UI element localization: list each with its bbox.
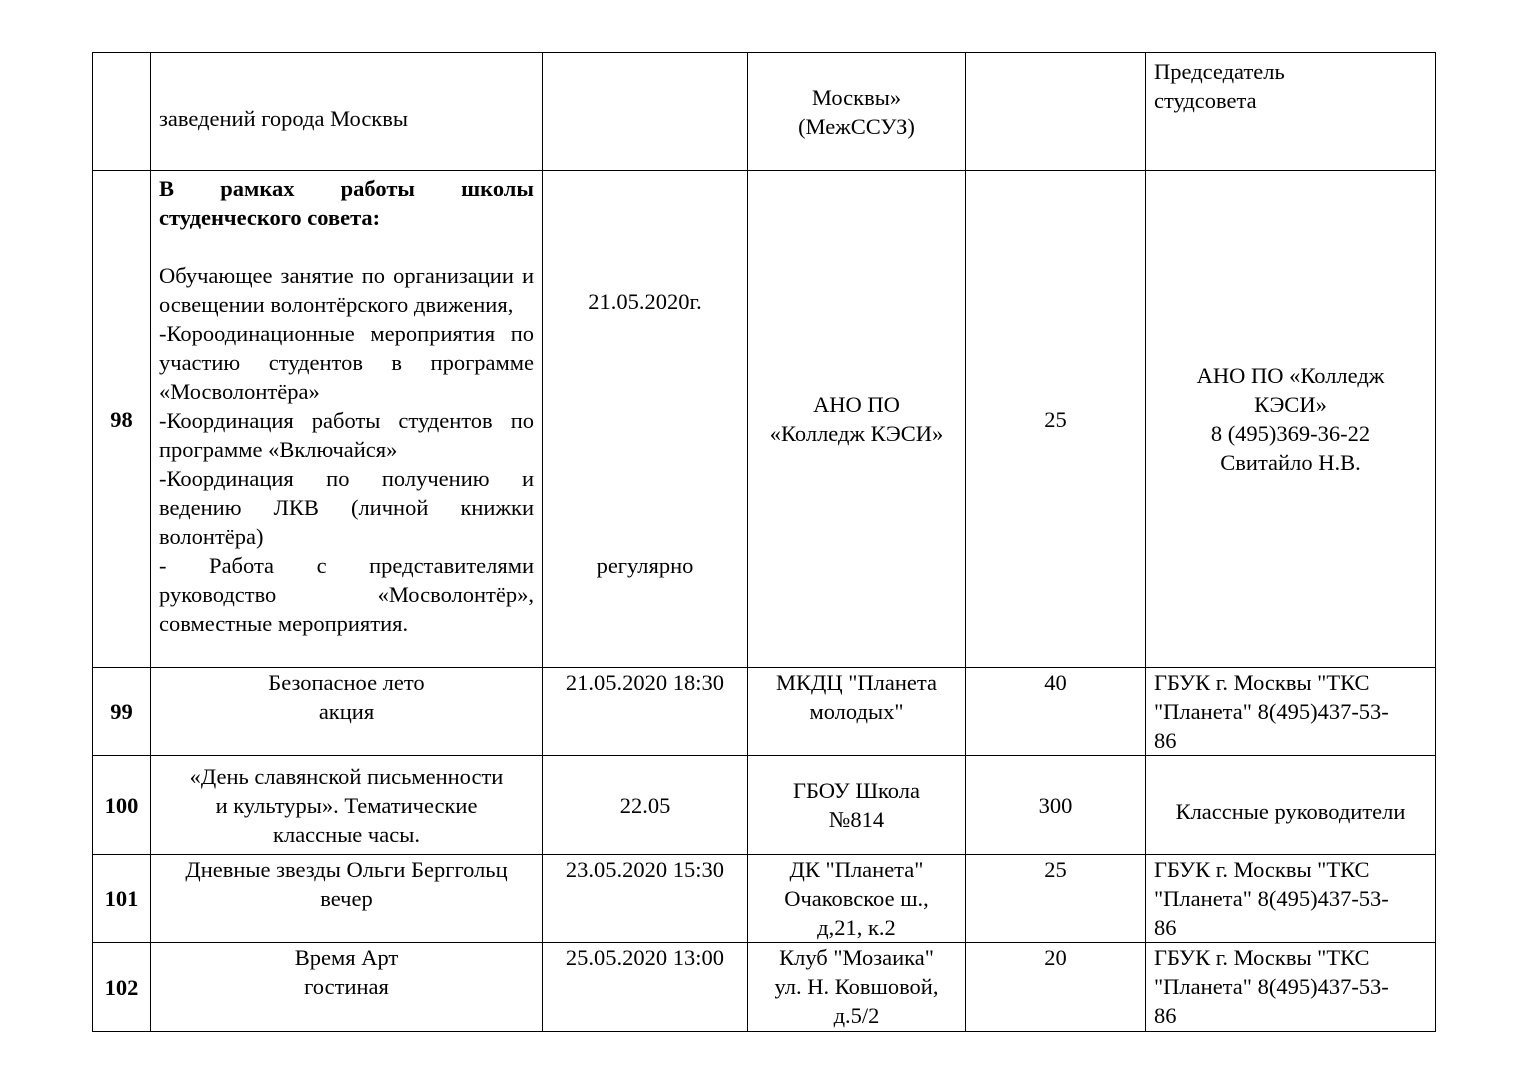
title-line: и культуры». Тематические (215, 792, 478, 818)
table-row (93, 668, 1436, 756)
contact-line: Классные руководители (1175, 798, 1406, 824)
title-line: Безопасное лето (268, 670, 425, 695)
place-line: Очаковское ш., (784, 886, 929, 911)
title-line: Дневные звезды Ольги Берггольц (185, 857, 508, 882)
place-line: д,21, к.2 (817, 915, 896, 940)
date-note: регулярно (596, 553, 694, 578)
contact-line: АНО ПО «Колледж (1196, 363, 1385, 388)
title-line: вечер (320, 886, 373, 911)
place-line: Москвы» (811, 84, 902, 110)
event-heading: В рамках работы школы студенческого совета: (159, 176, 534, 230)
event-item: Обучающее занятие по организации и освещении волонтёрского движения, (159, 263, 534, 317)
event-contact (1146, 756, 1436, 855)
event-title (151, 756, 543, 855)
events-table (92, 52, 1436, 1032)
table-row (93, 943, 1436, 1032)
place-line: д.5/2 (833, 1003, 880, 1028)
participant-count: 300 (966, 756, 1146, 855)
event-contact (1146, 53, 1436, 171)
contact-line: 8 (495)369-36-22 (1210, 421, 1371, 446)
row-number: 102 (93, 943, 151, 1032)
participant-count: 25 (966, 171, 1146, 668)
date-value: 21.05.2020г. (588, 289, 702, 314)
event-item: -Координация работы студентов по программе «Включайся» (159, 408, 534, 462)
place-line: молодых" (809, 699, 904, 724)
event-title (151, 668, 543, 756)
event-description (151, 171, 543, 668)
event-date: 21.05.2020 18:30 (543, 668, 748, 756)
contact-line: "Планета" 8(495)437-53- (1154, 886, 1389, 911)
place-line: АНО ПО (813, 392, 900, 417)
place-line: Клуб "Мозаика" (779, 945, 934, 970)
event-item: -Координация по получению и ведению ЛКВ (личной книжки волонтёра) (159, 466, 534, 549)
table-row (93, 756, 1436, 855)
place-line: ул. Н. Ковшовой, (774, 974, 939, 999)
title-line: «День славянской письменности (189, 763, 504, 789)
event-title: заведений города Москвы (151, 53, 543, 171)
event-place (748, 855, 966, 943)
contact-line: "Планета" 8(495)437-53- (1154, 699, 1389, 724)
event-place (748, 756, 966, 855)
event-date: 22.05 (543, 756, 748, 855)
title-line: гостиная (304, 974, 389, 999)
event-contact (1146, 171, 1436, 668)
contact-line: 86 (1154, 1003, 1177, 1028)
place-line: ДК "Планета" (789, 857, 924, 882)
participant-count: 20 (966, 943, 1146, 1032)
contact-line: 86 (1154, 915, 1177, 940)
event-date: 23.05.2020 15:30 (543, 855, 748, 943)
event-place (748, 171, 966, 668)
row-number: 101 (93, 855, 151, 943)
place-line: №814 (828, 807, 885, 832)
event-date (543, 171, 748, 668)
event-item: - Работа с представителями руководство «Мосволонтёр», совместные мероприятия. (159, 553, 534, 636)
contact-line: КЭСИ» (1254, 392, 1327, 417)
event-contact (1146, 943, 1436, 1032)
event-contact (1146, 855, 1436, 943)
title-line: классные часы. (273, 821, 420, 847)
contact-line: Председатель (1154, 59, 1285, 84)
place-line: «Колледж КЭСИ» (769, 421, 944, 446)
contact-line: Свитайло Н.В. (1220, 450, 1361, 475)
event-contact (1146, 668, 1436, 756)
contact-line: "Планета" 8(495)437-53- (1154, 974, 1389, 999)
event-title (151, 855, 543, 943)
event-title (151, 943, 543, 1032)
participant-count (966, 53, 1146, 171)
event-place (748, 53, 966, 171)
contact-line: ГБУК г. Москвы "ТКС (1154, 670, 1370, 695)
participant-count: 40 (966, 668, 1146, 756)
contact-line: ГБУК г. Москвы "ТКС (1154, 857, 1370, 882)
contact-line: ГБУК г. Москвы "ТКС (1154, 945, 1370, 970)
row-number (93, 53, 151, 171)
event-date (543, 53, 748, 171)
row-number: 100 (93, 756, 151, 855)
participant-count: 25 (966, 855, 1146, 943)
title-line: Время Арт (294, 945, 399, 970)
row-number: 99 (93, 668, 151, 756)
table-row (93, 53, 1436, 171)
event-place (748, 668, 966, 756)
place-line: ГБОУ Школа (793, 778, 920, 803)
title-line: акция (318, 699, 375, 724)
table-row (93, 171, 1436, 668)
event-place (748, 943, 966, 1032)
contact-line: 86 (1154, 728, 1177, 753)
contact-line: студсовета (1154, 88, 1257, 113)
place-line: (МежССУЗ) (798, 113, 915, 139)
event-date: 25.05.2020 13:00 (543, 943, 748, 1032)
row-number: 98 (93, 171, 151, 668)
event-item: -Короодинационные мероприятия по участию студентов в программе «Мосволонтёра» (159, 321, 534, 404)
table-row (93, 855, 1436, 943)
place-line: МКДЦ "Планета (775, 670, 937, 695)
